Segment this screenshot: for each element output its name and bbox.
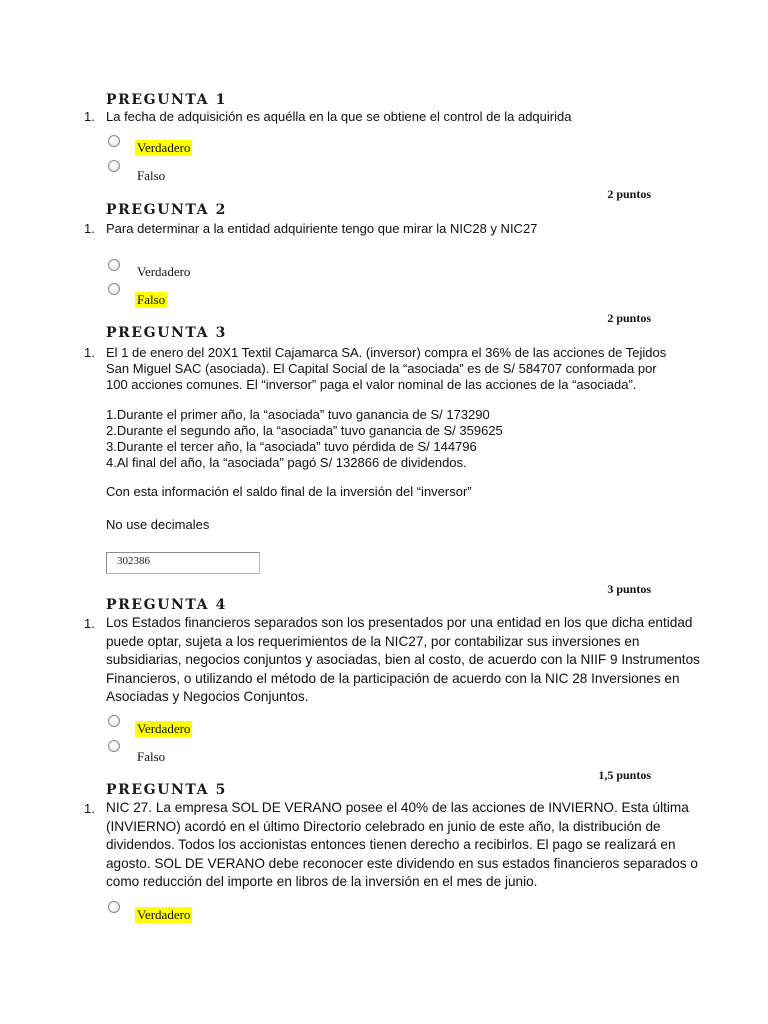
question-5-line-3: dividendos. Todos los accionistas entonces tienen derecho a recibirlos. El pago se realizará en: [106, 837, 676, 853]
question-5-text: [106, 799, 698, 892]
question-4-option-falso-radio[interactable]: [108, 740, 120, 752]
question-5-line-4: agosto. SOL DE VERANO debe reconocer este dividendo en sus estados financieros separados o: [106, 855, 698, 871]
question-4-option-verdadero-radio[interactable]: [108, 715, 120, 727]
question-4-line-1: Los Estados financieros separados son los presentados por una entidad en los que dicha entidad: [106, 615, 693, 630]
question-2-line: Para determinar a la entidad adquiriente tengo que mirar la NIC28 y NIC27: [106, 221, 538, 236]
question-4-line-5: Asociadas y Negocios Conjuntos.: [106, 689, 309, 705]
question-3-text: [106, 345, 666, 393]
question-5-option-verdadero-radio[interactable]: [108, 901, 120, 913]
question-5-line-2: (INVIERNO) acordó en el último Directorio celebrado en junio de este año, la distribución de: [106, 818, 661, 834]
question-4-heading: PREGUNTA 4: [106, 597, 227, 613]
question-5-number: 1.: [84, 801, 95, 816]
question-2-option-falso-radio[interactable]: [108, 283, 120, 295]
question-1-option-falso-label[interactable]: Falso: [137, 168, 166, 183]
question-3-answer-value: 302386: [117, 555, 150, 567]
question-3-line-2: San Miguel SAC (asociada). El Capital Social de la “asociada” es de S/ 584707 conformada por: [106, 361, 657, 376]
question-4-text: [106, 614, 700, 707]
question-4-line-4: Financieros, o utilizando el método de la participación de acuerdo con la NIC 28 Inversiones en: [106, 670, 680, 686]
question-4-points: 1,5 puntos: [598, 768, 651, 782]
question-2-points: 2 puntos: [607, 311, 651, 325]
question-4-option-falso-label[interactable]: Falso: [137, 749, 166, 764]
question-5-option-verdadero-label[interactable]: Verdadero: [137, 907, 191, 922]
question-1-option-verdadero-radio[interactable]: [108, 135, 120, 147]
question-3-info: [106, 484, 666, 500]
question-2-heading: PREGUNTA 2: [106, 202, 227, 218]
question-3-info-line: Con esta información el saldo final de la inversión del “inversor”: [106, 484, 472, 499]
question-2-option-verdadero-label[interactable]: Verdadero: [137, 264, 191, 279]
question-1-option-verdadero-label[interactable]: Verdadero: [137, 140, 191, 155]
question-5-line-5: como reducción del importe en libros de la inversión en el mes de junio.: [106, 874, 538, 890]
question-3-line-3: 100 acciones comunes. El “inversor” paga el valor nominal de las acciones de la “asociada”.: [106, 377, 637, 392]
question-4-line-3: subsidiarias, negocios conjuntos y asociadas, bien al costo, de acuerdo con la NIIF 9 Instrumentos: [106, 652, 700, 668]
question-4-option-verdadero-label[interactable]: Verdadero: [137, 721, 191, 736]
question-3-note: [106, 517, 666, 533]
question-3-data-list: [106, 407, 666, 471]
question-2-number: 1.: [84, 221, 95, 236]
question-3-list-item-3: 3.Durante el tercer año, la “asociada” tuvo pérdida de S/ 144796: [106, 439, 477, 454]
question-4-number: 1.: [84, 616, 95, 631]
question-5-line-1: NIC 27. La empresa SOL DE VERANO posee el 40% de las acciones de INVIERNO. Esta última: [106, 800, 689, 815]
question-3-number: 1.: [84, 345, 95, 360]
question-1-text: [106, 109, 666, 125]
question-3-points: 3 puntos: [607, 582, 651, 596]
question-5-heading: PREGUNTA 5: [106, 782, 227, 798]
question-3-note-line: No use decimales: [106, 517, 210, 532]
question-3-list-item-2: 2.Durante el segundo año, la “asociada” tuvo ganancia de S/ 359625: [106, 423, 503, 438]
question-3-answer-input[interactable]: [106, 552, 260, 574]
question-2-text: [106, 221, 666, 237]
question-2-option-falso-label[interactable]: Falso: [137, 292, 166, 307]
question-1-line: La fecha de adquisición es aquélla en la que se obtiene el control de la adquirida: [106, 109, 572, 124]
question-3-heading: PREGUNTA 3: [106, 325, 227, 341]
question-3-list-item-1: 1.Durante el primer año, la “asociada” tuvo ganancia de S/ 173290: [106, 407, 490, 422]
question-1-option-falso-radio[interactable]: [108, 160, 120, 172]
question-2-option-verdadero-radio[interactable]: [108, 259, 120, 271]
question-3-line-1: El 1 de enero del 20X1 Textil Cajamarca SA. (inversor) compra el 36% de las acciones de Tejidos: [106, 345, 667, 360]
question-1-points: 2 puntos: [607, 187, 651, 201]
question-3-list-item-4: 4.Al final del año, la “asociada” pagó S/ 132866 de dividendos.: [106, 455, 467, 470]
question-4-line-2: puede optar, sujeta a los requerimientos de la NIC27, por contabilizar sus inversiones en: [106, 633, 640, 649]
question-1-number: 1.: [84, 109, 95, 124]
question-1-heading: PREGUNTA 1: [106, 92, 227, 108]
